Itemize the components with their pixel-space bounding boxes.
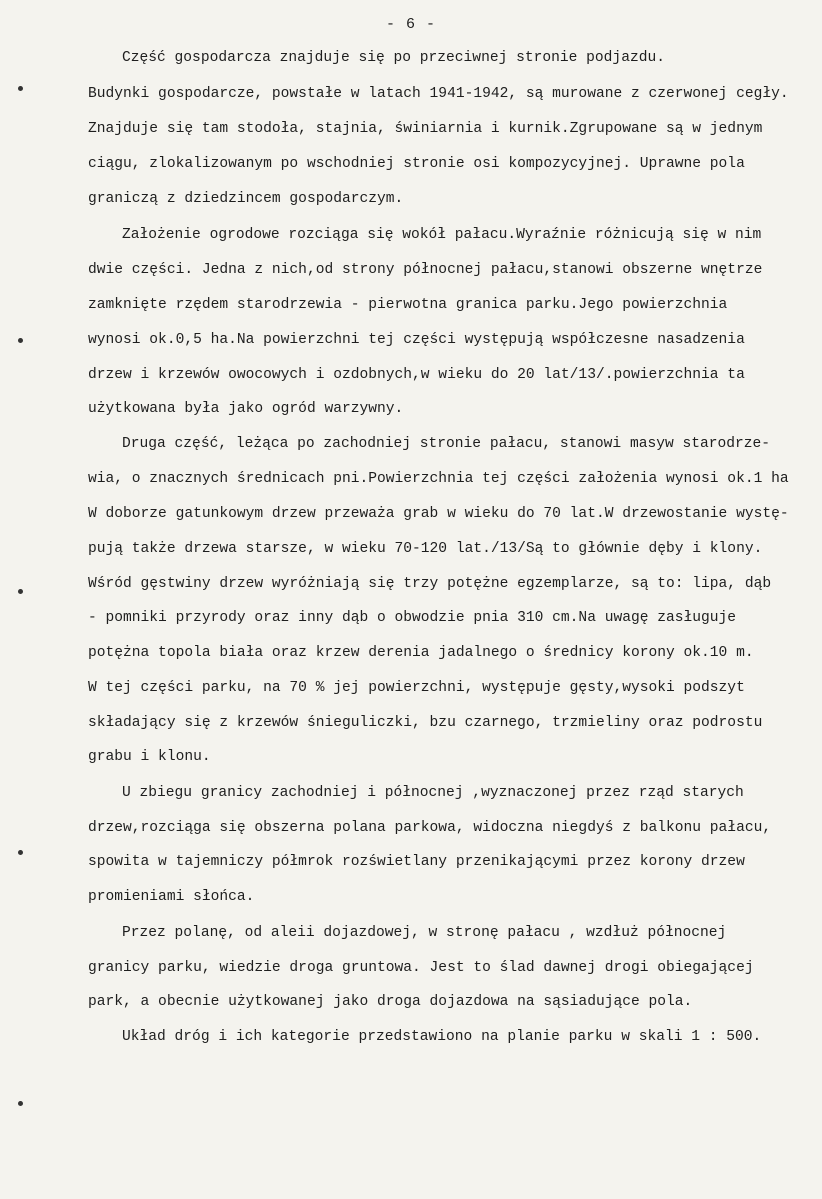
text-line: wia, o znacznych średnicach pni.Powierzchnia tej części założenia wynosi ok.1 ha (88, 471, 789, 487)
text-line: Budynki gospodarcze, powstałe w latach 1941-1942, są murowane z czerwonej cegły. (88, 86, 789, 102)
text-line: grabu i klonu. (88, 749, 211, 765)
text-line: W doborze gatunkowym drzew przeważa grab w wieku do 70 lat.W drzewostanie wystę- (88, 506, 789, 522)
text-line: Założenie ogrodowe rozciąga się wokół pałacu.Wyraźnie różnicują się w nim (122, 227, 762, 243)
text-line: - pomniki przyrody oraz inny dąb o obwodzie pnia 310 cm.Na uwagę zasługuje (88, 610, 737, 626)
text-line: drzew,rozciąga się obszerna polana parkowa, widoczna niegdyś z balkonu pałacu, (88, 820, 772, 836)
text-line: graniczą z dziedzincem gospodarczym. (88, 191, 404, 207)
punch-mark (18, 589, 23, 594)
text-line: drzew i krzewów owocowych i ozdobnych,w wieku do 20 lat/13/.powierzchnia ta (88, 367, 745, 383)
page-number: - 6 - (385, 16, 436, 33)
text-line: pują także drzewa starsze, w wieku 70-120 lat./13/Są to głównie dęby i klony. (88, 541, 763, 557)
text-line: park, a obecnie użytkowanej jako droga dojazdowa na sąsiadujące pola. (88, 994, 693, 1010)
text-line: zamknięte rzędem starodrzewia - pierwotna granica parku.Jego powierzchnia (88, 297, 728, 313)
text-line: W tej części parku, na 70 % jej powierzchni, występuje gęsty,wysoki podszyt (88, 680, 745, 696)
text-line: spowita w tajemniczy półmrok rozświetlany przenikającymi przez korony drzew (88, 854, 745, 870)
punch-mark (18, 1101, 23, 1106)
text-line: dwie części. Jedna z nich,od strony północnej pałacu,stanowi obszerne wnętrze (88, 262, 763, 278)
text-line: potężna topola biała oraz krzew derenia jadalnego o średnicy korony ok.10 m. (88, 645, 754, 661)
text-line: ciągu, zlokalizowanym po wschodniej stronie osi kompozycyjnej. Uprawne pola (88, 156, 745, 172)
text-line: Znajduje się tam stodoła, stajnia, świniarnia i kurnik.Zgrupowane są w jednym (88, 121, 763, 137)
punch-mark (18, 850, 23, 855)
punch-mark (18, 86, 23, 91)
text-line: wynosi ok.0,5 ha.Na powierzchni tej części występują współczesne nasadzenia (88, 332, 745, 348)
text-line: Wśród gęstwiny drzew wyróżniają się trzy potężne egzemplarze, są to: lipa, dąb (88, 576, 772, 592)
text-line: promieniami słońca. (88, 889, 255, 905)
text-line: granicy parku, wiedzie droga gruntowa. Jest to ślad dawnej drogi obiegającej (88, 960, 754, 976)
text-line: U zbiegu granicy zachodniej i północnej ,wyznaczonej przez rząd starych (122, 785, 744, 801)
punch-mark (18, 338, 23, 343)
text-line: Przez polanę, od aleii dojazdowej, w stronę pałacu , wzdłuż północnej (122, 925, 727, 941)
text-line: użytkowana była jako ogród warzywny. (88, 401, 404, 417)
text-line: Układ dróg i ich kategorie przedstawiono na planie parku w skali 1 : 500. (122, 1029, 762, 1045)
text-line: składający się z krzewów śnieguliczki, bzu czarnego, trzmieliny oraz podrostu (88, 715, 763, 731)
text-line: Część gospodarcza znajduje się po przeciwnej stronie podjazdu. (122, 50, 665, 66)
text-line: Druga część, leżąca po zachodniej stronie pałacu, stanowi masyw starodrze- (122, 436, 771, 452)
